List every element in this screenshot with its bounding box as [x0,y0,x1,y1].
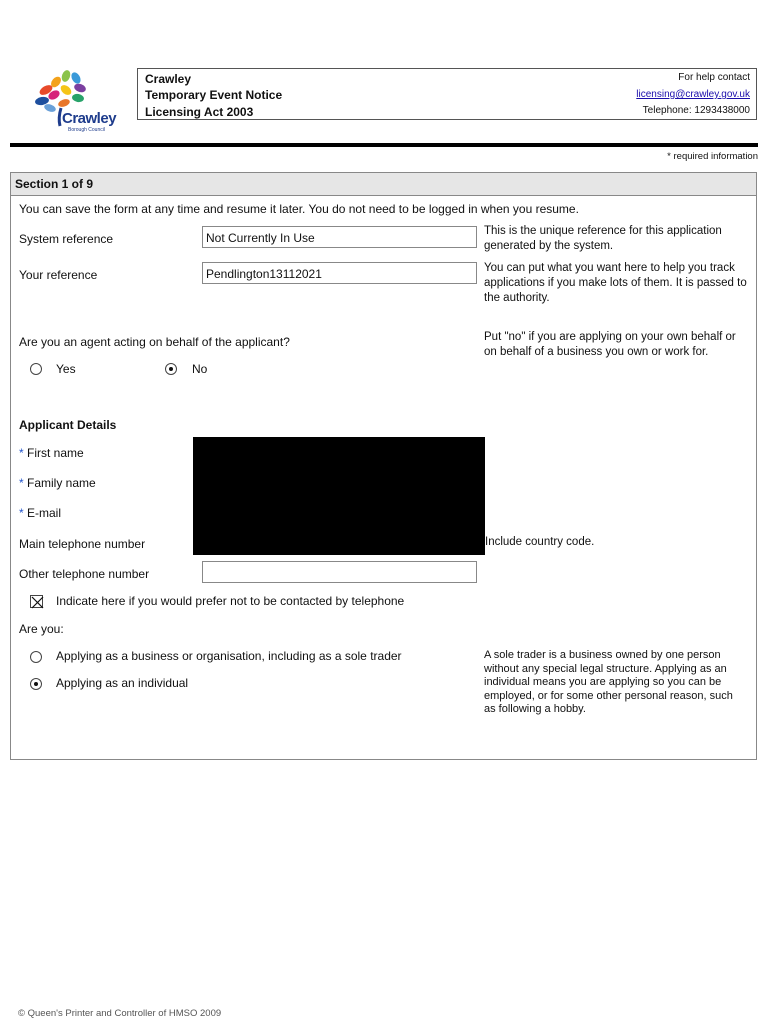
required-mark: * [19,446,24,460]
copyright-footer: © Queen's Printer and Controller of HMSO 2009 [18,1008,222,1019]
individual-label: Applying as an individual [56,676,189,690]
other-phone-label: Other telephone number [19,567,150,581]
first-name-label: * First name [19,446,84,460]
your-reference-help: You can put what you want here to help you track applications if you make lots of them. It is passed to the authority. [484,262,747,304]
required-note: * required information [667,151,758,162]
section-intro: You can save the form at any time and resume it later. You do not need to be logged in when you resume. [19,202,579,216]
act-name: Licensing Act 2003 [145,105,254,119]
form-title: Temporary Event Notice [145,88,283,102]
agent-yes-label: Yes [56,362,76,376]
are-you-question: Are you: [19,622,64,636]
email-label: * E-mail [19,506,62,520]
are-you-help: A sole trader is a business owned by one person without any special legal structure. Applying as an individual means you are applying so you can be employed, or for some other personal reason, such as following a hobby. [484,649,733,715]
agent-yes-radio[interactable] [30,363,42,375]
logo-subtext: Borough Council [68,127,105,133]
agent-help: Put "no" if you are applying on your own behalf or on behalf of a business you own or work for. [484,331,736,358]
system-reference-label: System reference [19,232,114,246]
applicant-details-heading: Applicant Details [19,418,117,432]
agent-no-radio[interactable] [165,363,177,375]
org-name: Crawley [145,72,192,86]
family-name-label: * Family name [19,476,96,490]
no-telephone-contact-label: Indicate here if you would prefer not to be contacted by telephone [56,594,405,608]
your-reference-field[interactable]: Pendlington13112021 [202,262,477,284]
header-divider [10,143,758,147]
help-contact-label: For help contact [678,72,750,83]
redacted-fields [193,437,485,555]
crawley-logo [28,68,128,140]
main-phone-help: Include country code. [485,536,595,548]
business-radio[interactable] [30,651,42,663]
system-reference-help: This is the unique reference for this application generated by the system. [484,225,722,252]
your-reference-label: Your reference [19,268,98,282]
form-header [137,68,757,120]
help-email-link[interactable]: licensing@crawley.gov.uk [636,89,750,100]
individual-radio[interactable] [30,678,42,690]
help-phone: Telephone: 1293438000 [642,105,750,116]
other-phone-field[interactable] [202,561,477,583]
agent-no-label: No [192,362,208,376]
required-mark: * [19,506,24,520]
section-title: Section 1 of 9 [11,173,756,196]
system-reference-field[interactable]: Not Currently In Use [202,226,477,248]
cross-icon [31,596,44,609]
agent-question: Are you an agent acting on behalf of the applicant? [19,335,290,349]
required-mark: * [19,476,24,490]
main-phone-label: Main telephone number [19,537,146,551]
logo-text: Crawley [62,110,117,127]
business-label: Applying as a business or organisation, including as a sole trader [56,649,402,663]
no-telephone-contact-checkbox[interactable] [30,595,43,608]
